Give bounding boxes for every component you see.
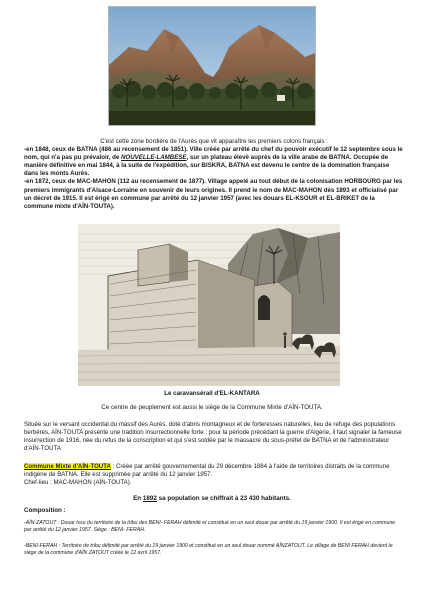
commune-paragraph: [24, 463, 402, 487]
intro-text: [24, 138, 404, 211]
center-note: Ce centre de peuplement est aussi le siège de la Commune Mixte d'AÏN-TOUTA.: [101, 404, 323, 411]
commune-text: : Créée par arrêté gouvernemental du 29 décembre 1884 à l'aide de territoires distraits de la commune indigène de BATNA. Elle est supprimée par arrêté du 12 janvier 1957.: [24, 463, 390, 479]
image-caption: Le caravansérail d'EL-KANTARA: [164, 390, 260, 397]
population-year: 1892: [142, 495, 157, 502]
intro-line: C'est cette zone bordière de l'Aurès que vit apparaître les premiers colons français :: [100, 138, 328, 145]
nouvelle-lambese-name: NOUVELLE-LAMBESE: [121, 154, 187, 162]
situee-paragraph: Située sur le versant occidental du massif des Aurès, doté d'abris montagneux et de forteresses naturelles, lieu de refuge des populations berbères, AÏN-TOUTA présente une tradition insurrectionnelle forte : pour la période précédant la guerre d'Algérie, il faut signaler la fameuse insurrection de 1916, née du refus de la conscription et qui s'est soldée par le massacre du sous-préfet de BATNA et de l'administrateur d'AÏN-TOUTA: [24, 421, 402, 453]
commune-label: Commune Mixte d'AÏN-TOUTA: [24, 463, 111, 470]
composition-item-beni-ferah: -BENI-FERAH : Territoire de tribu délimité par arrêté du 19 janvier 1900 et constitué en un seul douar nommé AÏNZATOUT. Le village de BENI FERAH devient le siège de la commune d'AÏN ZATOUT créée le 12 avril 1957.: [24, 543, 393, 557]
batna-paragraph: [24, 146, 404, 178]
composition-item-ain-zatout: -AÏN-ZATOUT : Douar issu du territoire de la tribu des BENI- FERAH délimité et constitué en un seul douar par arrêté du 19 janvier 1900. Il est érigé en commune par arrêté du 12 janvier 1957. Siège : BENI- FERAH.: [24, 520, 396, 534]
batna-text: -en 1848, ceux de BATNA (486 au recensement de 1851). Ville créée par arrêté du chef du pouvoir exécutif le 12 septembre sous le nom, qui n'a pas pu prévaloir, de: [24, 146, 403, 162]
mountain-oasis-photo: [108, 6, 316, 126]
composition-heading: Composition :: [24, 507, 66, 514]
population-line: [0, 495, 424, 502]
chef-lieu-line: Chef-lieu : MAC-MAHON (AÏN-TOUTA).: [24, 479, 132, 487]
macmahon-paragraph: -en 1872, ceux de MAC-MAHON (112 au recensement de 1877). Village appelé au tout début de la colonisation HORBOURG par les premiers immigrants d'Alsace-Lorraine en souvenir de leurs origines. Il prend le nom de MAC-MAHON dès 1893 et officialisé par un décret de 1915. Il est érigé en commune par arrêté du 12 janvier 1957 (avec les douars EL-KSOUR et EL-BRIKET de la commune mixte d'AÏN-TOUTA).: [24, 178, 403, 210]
batna-tail-text: , sur un plateau élevé auprès de la ville arabe de BATNA. Occupée de manière définitive en mai 1844, à la suite de l'expédition, sur BISKRA, BATNA est devenu le centre de la domination française dans les monts Aurès.: [24, 154, 390, 178]
caravanserai-engraving: [78, 224, 340, 386]
population-prefix: En: [133, 495, 143, 502]
population-text: sa population se chiffrait à 23 430 habitants.: [156, 495, 291, 502]
